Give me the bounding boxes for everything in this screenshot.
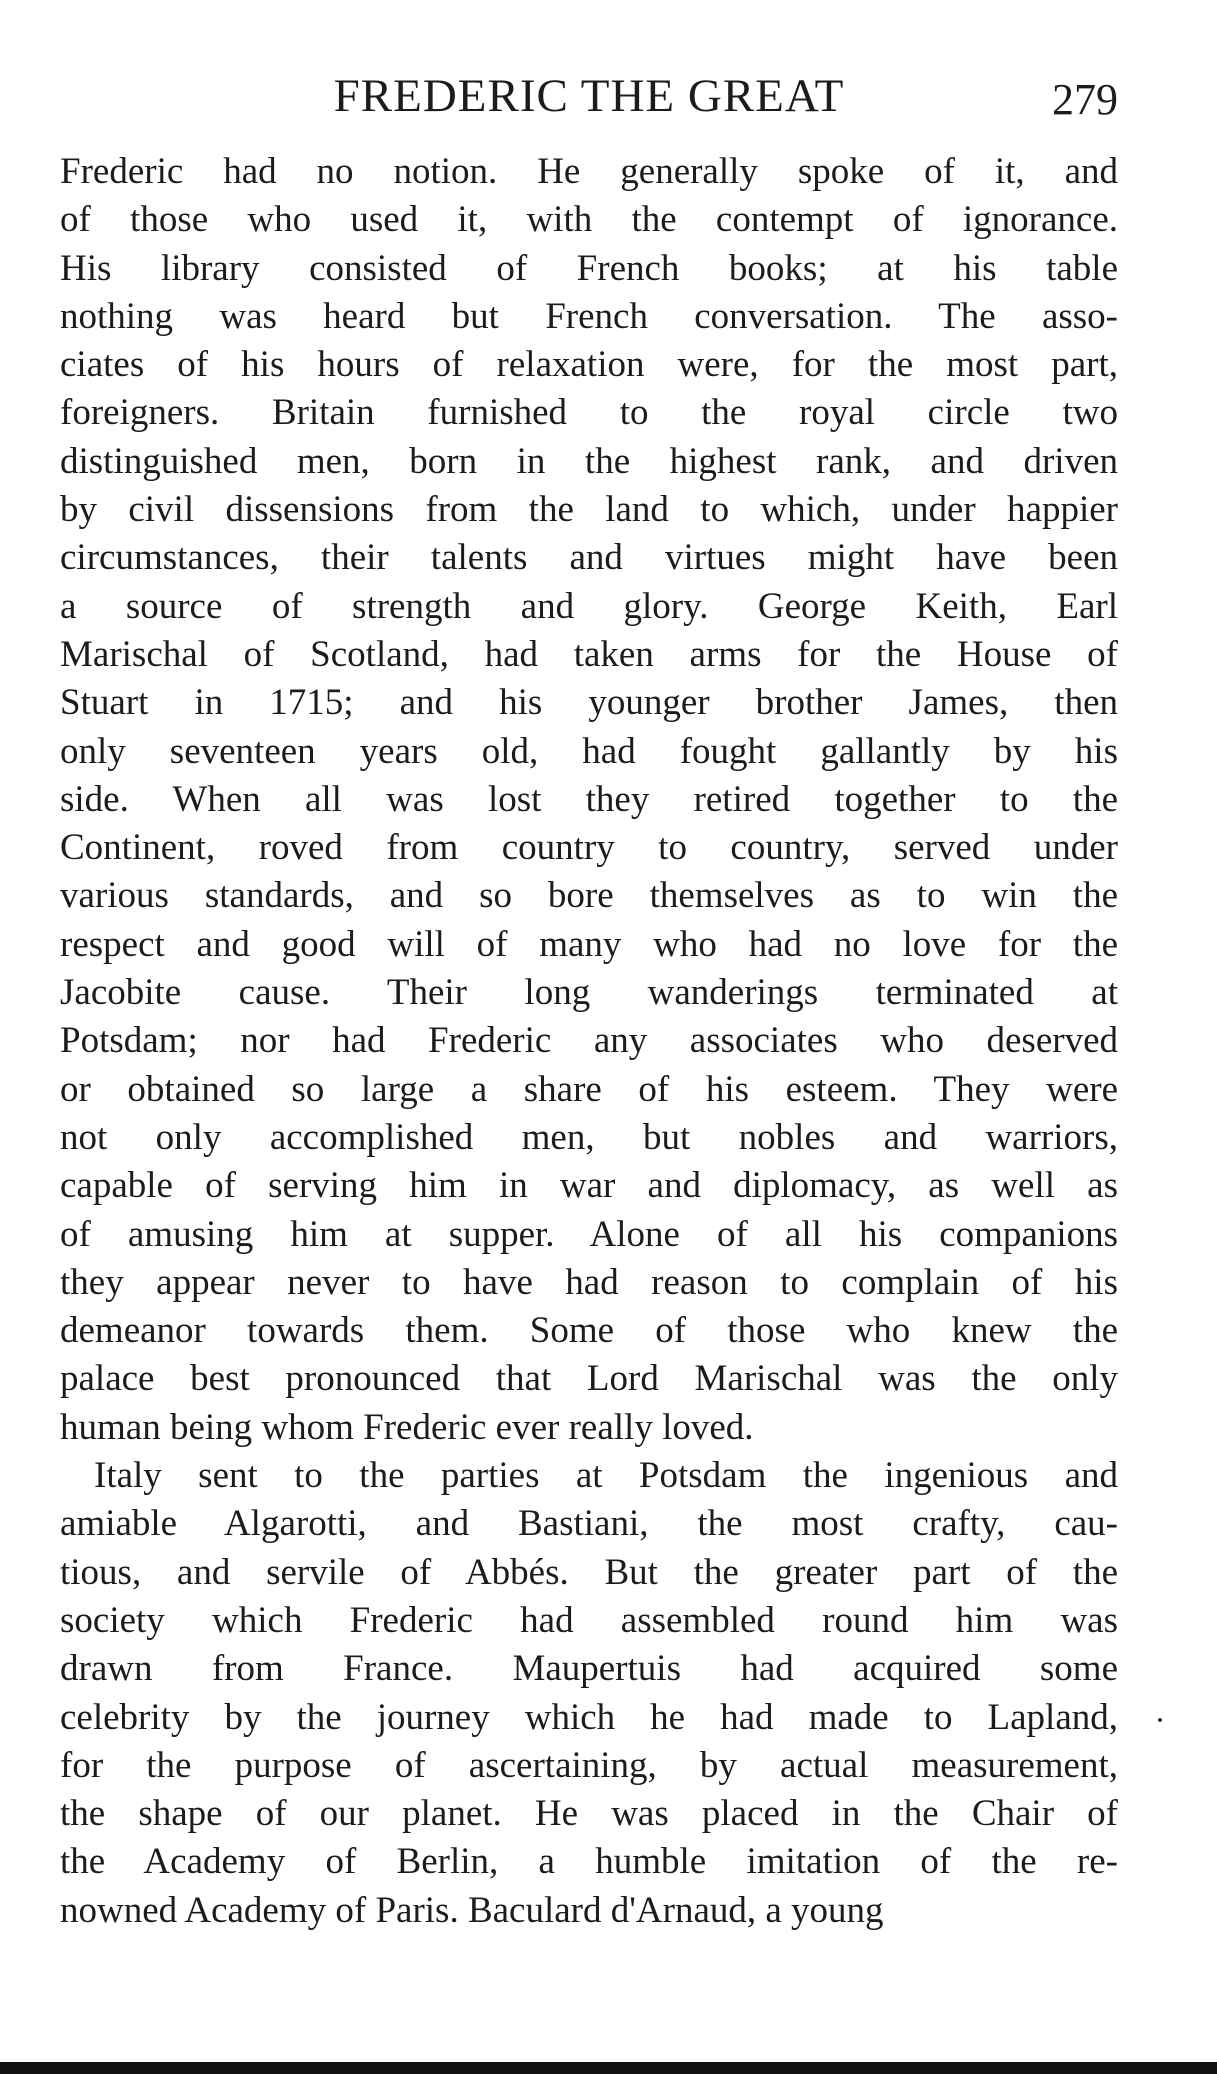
text-line: demeanor towards them. Some of those who knew the [60, 1310, 1118, 1352]
page-number: 279 [1052, 75, 1118, 124]
text-line: of amusing him at supper. Alone of all his companions [60, 1213, 1118, 1255]
running-head [60, 66, 1118, 126]
text-line: Italy sent to the parties at Potsdam the ingenious and [94, 1455, 1118, 1497]
text-line: various standards, and so bore themselves as to win the [60, 875, 1118, 917]
page-speck [1158, 1718, 1162, 1722]
body-text [60, 148, 1118, 1935]
running-title: FREDERIC THE GREAT [333, 70, 845, 122]
text-line: Stuart in 1715; and his younger brother James, then [60, 682, 1118, 724]
paragraph [60, 1452, 1118, 1935]
text-line: Potsdam; nor had Frederic any associates who deserved [60, 1020, 1118, 1062]
text-line: a source of strength and glory. George Keith, Earl [60, 585, 1118, 627]
text-line: Frederic had no notion. He generally spoke of it, and [60, 151, 1118, 192]
text-line: distinguished men, born in the highest rank, and driven [60, 440, 1118, 482]
text-line: human being whom Frederic ever really loved. [60, 1406, 754, 1448]
text-line: celebrity by the journey which he had made to Lapland, [60, 1696, 1118, 1738]
text-line: society which Frederic had assembled round him was [60, 1599, 1118, 1641]
text-line: amiable Algarotti, and Bastiani, the most crafty, cau- [60, 1503, 1118, 1545]
text-line: by civil dissensions from the land to which, under happier [60, 489, 1118, 531]
text-line: they appear never to have had reason to complain of his [60, 1261, 1118, 1303]
text-line: Marischal of Scotland, had taken arms for the House of [60, 633, 1118, 675]
text-line: nowned Academy of Paris. Baculard d'Arnaud, a young [60, 1889, 884, 1931]
text-line: circumstances, their talents and virtues might have been [60, 537, 1118, 579]
text-line: for the purpose of ascertaining, by actual measurement, [60, 1744, 1118, 1786]
text-line: respect and good will of many who had no love for the [60, 923, 1118, 965]
text-line: capable of serving him in war and diplomacy, as well as [60, 1165, 1118, 1207]
text-line: Jacobite cause. Their long wanderings terminated at [60, 972, 1118, 1014]
text-line: His library consisted of French books; at his table [60, 247, 1118, 289]
bottom-rule [0, 2062, 1217, 2074]
text-line: nothing was heard but French conversation. The asso- [60, 295, 1118, 337]
text-line: foreigners. Britain furnished to the royal circle two [60, 392, 1118, 434]
text-line: tious, and servile of Abbés. But the greater part of the [60, 1551, 1118, 1593]
text-line: or obtained so large a share of his esteem. They were [60, 1068, 1118, 1110]
text-line: the shape of our planet. He was placed in the Chair of [60, 1793, 1118, 1835]
text-line: not only accomplished men, but nobles and warriors, [60, 1116, 1118, 1158]
text-line: palace best pronounced that Lord Marischal was the only [60, 1358, 1118, 1400]
text-line: ciates of his hours of relaxation were, for the most part, [60, 344, 1118, 386]
text-line: drawn from France. Maupertuis had acquired some [60, 1648, 1118, 1690]
paragraph [60, 148, 1118, 1452]
text-line: side. When all was lost they retired together to the [60, 778, 1118, 820]
text-line: the Academy of Berlin, a humble imitation of the re- [60, 1841, 1118, 1883]
text-line: of those who used it, with the contempt of ignorance. [60, 199, 1118, 241]
text-line: Continent, roved from country to country, served under [60, 827, 1118, 869]
text-line: only seventeen years old, had fought gallantly by his [60, 730, 1118, 772]
